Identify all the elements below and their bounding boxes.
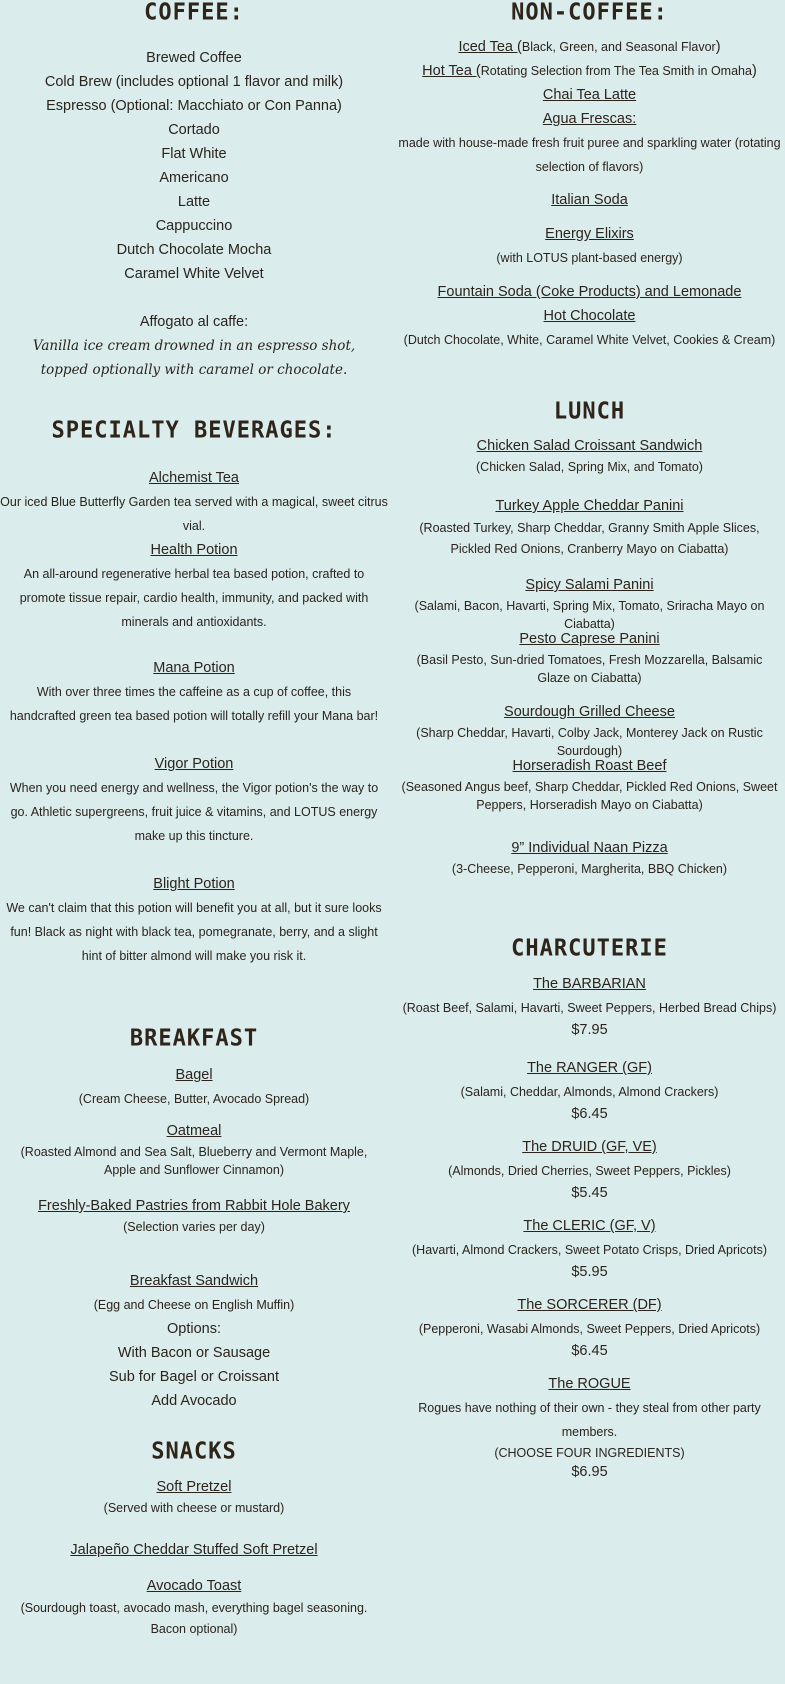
snacks-heading: SNACKS bbox=[151, 1438, 237, 1465]
noncoffee-item-energy bbox=[394, 222, 785, 270]
specialty-item bbox=[0, 466, 388, 538]
breakfast-item-desc: (Selection varies per day) bbox=[123, 1220, 265, 1234]
coffee-item: Brewed Coffee bbox=[146, 50, 242, 66]
specialty-item bbox=[0, 656, 388, 728]
item-desc: Black, Green, and Seasonal Flavor bbox=[521, 40, 716, 54]
lunch-item-name: 9” Individual Naan Pizza bbox=[511, 840, 668, 856]
snack-item-name: Avocado Toast bbox=[146, 1578, 242, 1594]
snack-item-pretzel bbox=[0, 1475, 388, 1517]
charcuterie-item-name: The SORCERER (DF) bbox=[517, 1297, 662, 1313]
specialty-item-name: Blight Potion bbox=[153, 876, 235, 892]
item-name: Hot Tea ( bbox=[422, 63, 481, 79]
specialty-item-desc: When you need energy and wellness, the Vigor potion's the way to go. Athletic supergreens, fruit juice & vitamins, and LOTUS energy make up this tincture. bbox=[9, 781, 379, 843]
charcuterie-item-desc: (Almonds, Dried Cherries, Sweet Peppers, Pickles) bbox=[448, 1164, 731, 1178]
snack-item-avocado bbox=[0, 1574, 388, 1640]
coffee-item: Cappuccino bbox=[155, 218, 233, 234]
lunch-item-desc: (Roasted Turkey, Sharp Cheddar, Granny Smith Apple Slices, Pickled Red Onions, Cranberry Mayo on Ciabatta) bbox=[419, 521, 760, 556]
lunch-item-desc: (Basil Pesto, Sun-dried Tomatoes, Fresh Mozzarella, Balsamic Glaze on Ciabatta) bbox=[416, 653, 763, 685]
specialty-item-desc: An all-around regenerative herbal tea based potion, crafted to promote tissue repair, cardio health, immunity, and packed with minerals and antioxidants. bbox=[19, 567, 369, 629]
breakfast-item-sandwich bbox=[0, 1269, 388, 1413]
coffee-item: Americano bbox=[159, 170, 229, 186]
coffee-heading: COFFEE: bbox=[144, 0, 244, 26]
charcuterie-item-name: The BARBARIAN bbox=[533, 976, 646, 992]
charcuterie-item-price: $6.45 bbox=[571, 1343, 608, 1359]
item-name: Iced Tea ( bbox=[458, 39, 522, 55]
lunch-item bbox=[394, 573, 785, 633]
charcuterie-item bbox=[394, 972, 785, 1040]
breakfast-item-bagel bbox=[0, 1063, 388, 1111]
charcuterie-item bbox=[394, 1293, 785, 1361]
charcuterie-heading: CHARCUTERIE bbox=[511, 935, 668, 962]
affogato-title: Affogato al caffe: bbox=[139, 314, 249, 330]
breakfast-item-name: Oatmeal bbox=[166, 1123, 222, 1139]
charcuterie-item-note: (CHOOSE FOUR INGREDIENTS) bbox=[494, 1446, 685, 1460]
specialty-item bbox=[0, 538, 388, 634]
charcuterie-item-desc: (Roast Beef, Salami, Havarti, Sweet Peppers, Herbed Bread Chips) bbox=[402, 1001, 777, 1015]
breakfast-item-desc: (Roasted Almond and Sea Salt, Blueberry and Vermont Maple, Apple and Sunflower Cinnamon) bbox=[20, 1145, 368, 1177]
snack-item-name: Soft Pretzel bbox=[156, 1479, 232, 1495]
item-name: Hot Chocolate bbox=[543, 308, 636, 324]
lunch-item bbox=[394, 836, 785, 878]
breakfast-item-oatmeal bbox=[0, 1119, 388, 1179]
charcuterie-item bbox=[394, 1056, 785, 1124]
options-label: Options: bbox=[167, 1321, 221, 1337]
option-item: Sub for Bagel or Croissant bbox=[108, 1369, 280, 1385]
charcuterie-item-price: $5.45 bbox=[571, 1185, 608, 1201]
noncoffee-item-fountain bbox=[394, 280, 785, 352]
breakfast-heading: BREAKFAST bbox=[129, 1025, 259, 1052]
breakfast-item-name: Freshly-Baked Pastries from Rabbit Hole Bakery bbox=[38, 1198, 350, 1214]
noncoffee-heading: NON-COFFEE: bbox=[511, 0, 668, 26]
specialty-item-desc: We can't claim that this potion will benefit you at all, but it sure looks fun! Black as night with black tea, pomegranate, berry, and a slight hint of bitter almond will make you risk it. bbox=[6, 901, 382, 963]
charcuterie-item-name: The RANGER (GF) bbox=[527, 1060, 652, 1076]
lunch-item-desc: (Salami, Bacon, Havarti, Spring Mix, Tomato, Sriracha Mayo on Ciabatta) bbox=[414, 599, 765, 631]
charcuterie-item-price: $6.95 bbox=[571, 1464, 608, 1480]
lunch-item-name: Chicken Salad Croissant Sandwich bbox=[476, 438, 703, 454]
snack-item-desc: (Sourdough toast, avocado mash, everything bagel seasoning. Bacon optional) bbox=[20, 1601, 368, 1636]
noncoffee-item-agua-desc: made with house-made fresh fruit puree and sparkling water (rotating selection of flavors) bbox=[398, 136, 781, 174]
charcuterie-item-desc: Rogues have nothing of their own - they steal from other party members. bbox=[418, 1401, 761, 1439]
snack-item-name: Jalapeño Cheddar Stuffed Soft Pretzel bbox=[70, 1542, 318, 1558]
lunch-heading: LUNCH bbox=[553, 398, 626, 425]
affogato-desc: Vanilla ice cream drowned in an espresso shot, topped optionally with caramel or chocolate. bbox=[32, 338, 356, 378]
lunch-item bbox=[394, 627, 785, 687]
specialty-item bbox=[0, 752, 388, 848]
lunch-item-name: Spicy Salami Panini bbox=[525, 577, 654, 593]
coffee-item: Cold Brew (includes optional 1 flavor and milk) bbox=[44, 74, 344, 90]
breakfast-item-desc: (Egg and Cheese on English Muffin) bbox=[93, 1298, 295, 1312]
specialty-item bbox=[0, 872, 388, 968]
lunch-item-desc: (Chicken Salad, Spring Mix, and Tomato) bbox=[476, 460, 703, 474]
lunch-item bbox=[394, 434, 785, 476]
lunch-item-desc: (Sharp Cheddar, Havarti, Colby Jack, Monterey Jack on Rustic Sourdough) bbox=[416, 726, 763, 758]
breakfast-item-pastries bbox=[0, 1194, 388, 1236]
coffee-list bbox=[0, 46, 388, 286]
charcuterie-item-price: $5.95 bbox=[571, 1264, 608, 1280]
noncoffee-item-chai: Chai Tea Latte bbox=[542, 87, 637, 103]
noncoffee-item-iced-tea: Iced Tea (Black, Green, and Seasonal Flavor) bbox=[458, 39, 721, 55]
charcuterie-item-desc: (Pepperoni, Wasabi Almonds, Sweet Peppers, Dried Apricots) bbox=[418, 1322, 761, 1336]
charcuterie-item-name: The CLERIC (GF, V) bbox=[523, 1218, 656, 1234]
breakfast-item-name: Breakfast Sandwich bbox=[129, 1273, 259, 1289]
coffee-item: Latte bbox=[177, 194, 211, 210]
charcuterie-item-name: The DRUID (GF, VE) bbox=[522, 1139, 657, 1155]
option-item: With Bacon or Sausage bbox=[117, 1345, 271, 1361]
charcuterie-item bbox=[394, 1135, 785, 1203]
breakfast-item-desc: (Cream Cheese, Butter, Avocado Spread) bbox=[78, 1092, 310, 1106]
coffee-item: Dutch Chocolate Mocha bbox=[116, 242, 272, 258]
snack-item-jalapeno bbox=[0, 1538, 388, 1562]
noncoffee-list bbox=[394, 35, 785, 179]
coffee-item: Caramel White Velvet bbox=[124, 266, 264, 282]
specialty-item-name: Mana Potion bbox=[153, 660, 235, 676]
item-name: Energy Elixirs bbox=[545, 226, 634, 242]
noncoffee-item-hot-tea: Hot Tea (Rotating Selection from The Tea Smith in Omaha) bbox=[422, 63, 757, 79]
coffee-item: Espresso (Optional: Macchiato or Con Panna) bbox=[46, 98, 342, 114]
coffee-item: Cortado bbox=[168, 122, 220, 138]
specialty-item-name: Alchemist Tea bbox=[149, 470, 239, 486]
charcuterie-item-desc: (Salami, Cheddar, Almonds, Almond Crackers) bbox=[460, 1085, 719, 1099]
item-name: Fountain Soda (Coke Products) and Lemonade bbox=[437, 284, 742, 300]
lunch-item bbox=[394, 494, 785, 560]
specialty-item-name: Vigor Potion bbox=[154, 756, 234, 772]
charcuterie-item-desc: (Havarti, Almond Crackers, Sweet Potato Crisps, Dried Apricots) bbox=[412, 1243, 767, 1257]
lunch-item-name: Sourdough Grilled Cheese bbox=[504, 704, 675, 720]
item-desc: (Dutch Chocolate, White, Caramel White Velvet, Cookies & Cream) bbox=[403, 333, 776, 347]
lunch-item-name: Turkey Apple Cheddar Panini bbox=[495, 498, 684, 514]
breakfast-item-name: Bagel bbox=[175, 1067, 213, 1083]
specialty-item-desc: With over three times the caffeine as a cup of coffee, this handcrafted green tea based potion will totally refill your Mana bar! bbox=[9, 685, 379, 723]
item-desc: Rotating Selection from The Tea Smith in Omaha bbox=[480, 64, 752, 78]
charcuterie-item bbox=[394, 1214, 785, 1282]
snack-item-desc: (Served with cheese or mustard) bbox=[103, 1501, 285, 1515]
lunch-item-desc: (3-Cheese, Pepperoni, Margherita, BBQ Chicken) bbox=[451, 862, 728, 876]
item-desc: (with LOTUS plant-based energy) bbox=[496, 251, 683, 265]
specialty-item-name: Health Potion bbox=[150, 542, 238, 558]
lunch-item-name: Horseradish Roast Beef bbox=[512, 758, 667, 774]
coffee-item: Flat White bbox=[161, 146, 227, 162]
lunch-item-desc: (Seasoned Angus beef, Sharp Cheddar, Pickled Red Onions, Sweet Peppers, Horseradish Mayo on Ciabatta) bbox=[401, 780, 778, 812]
specialty-item-desc: Our iced Blue Butterfly Garden tea served with a magical, sweet citrus vial. bbox=[0, 495, 388, 533]
charcuterie-item bbox=[394, 1372, 785, 1482]
lunch-item bbox=[394, 754, 785, 814]
charcuterie-item-name: The ROGUE bbox=[548, 1376, 631, 1392]
option-item: Add Avocado bbox=[151, 1393, 237, 1409]
noncoffee-item-agua: Agua Frescas: bbox=[542, 111, 637, 127]
charcuterie-item-price: $7.95 bbox=[571, 1022, 608, 1038]
charcuterie-item-price: $6.45 bbox=[571, 1106, 608, 1122]
lunch-item-name: Pesto Caprese Panini bbox=[519, 631, 660, 647]
noncoffee-item-italian: Italian Soda bbox=[551, 192, 628, 208]
specialty-heading: SPECIALTY BEVERAGES: bbox=[51, 417, 337, 444]
lunch-item bbox=[394, 700, 785, 760]
